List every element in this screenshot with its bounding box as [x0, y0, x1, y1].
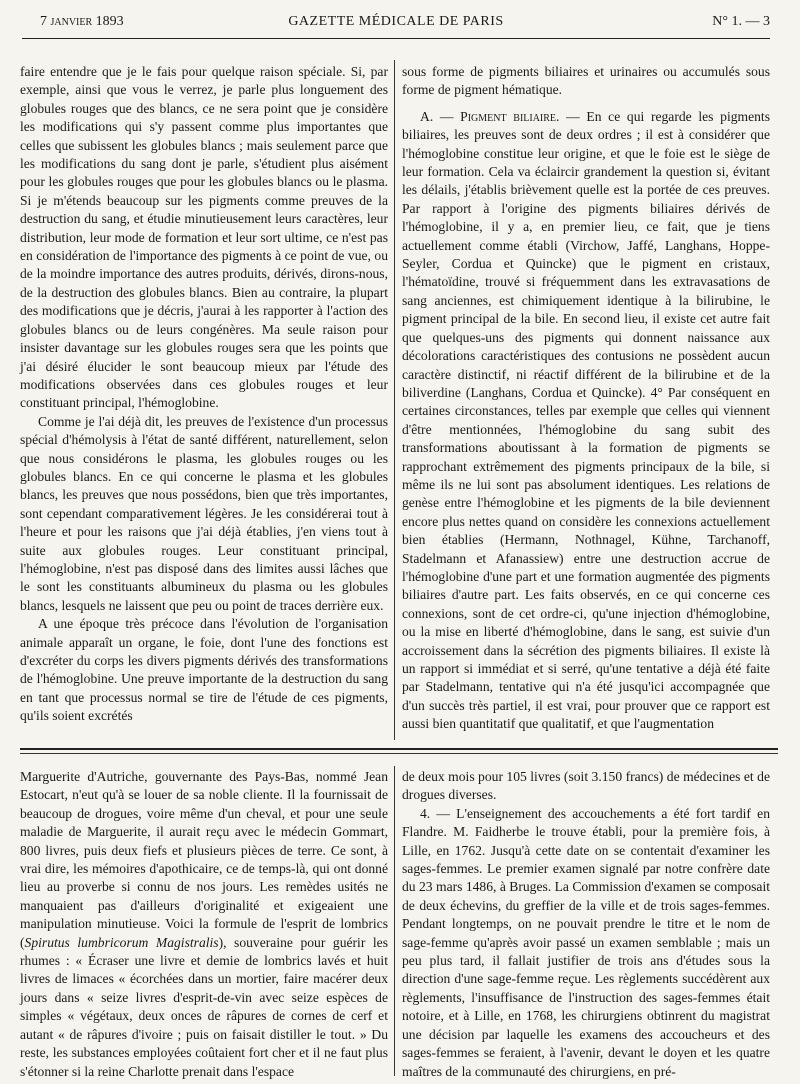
article-column-right: [402, 63, 770, 734]
paragraph: faire entendre que je le fais pour quelque raison spéciale. Si, par exemple, ainsi que vous le verrez, je parle plus longuement des globules rouges que des blancs, ce ne sera point que je considère les modifications qui s'y passent comme plus importantes que celles que subissent les globules blancs ; mais seulement parce que les modifications du sang dont je parle, s'étudient plus aisément pour les globules rouges que pour les globules blancs ou le plasma. Si je m'étends beaucoup sur les pigments comme preuves de la destruction du sang, et étudie minutieusement leurs caractères, leur distribution, leur mode de formation et leur sort ultime, ce n'est pas en considération de l'importance des pigments à ce point de vue, ou de la moindre importance des autres produits, dérivés, dirons-nous, de la destruction des globules blancs. Bien au contraire, la plupart des modifications que je décris, j'aurai à les rapporter à l'action des globules blancs ou de leurs congénères. Ma seule raison pour insister davantage sur les globules rouges sera que les points que j'ai désiré élucider le sont beaucoup mieux par l'étude des modifications observées dans ces globules rouges et leur constituant principal, l'hémoglobine.: [20, 64, 388, 411]
section-separator: [20, 748, 778, 750]
column-divider-bottom: [394, 766, 395, 1076]
issue-date: 7 janvier 1893: [40, 14, 124, 29]
paragraph: de deux mois pour 105 livres (soit 3.150 francs) de médecines et de drogues diverses.: [402, 769, 770, 803]
paragraph: sous forme de pigments biliaires et urinaires ou accumulés sous forme de pigment hématique.: [402, 64, 770, 98]
article-column-left: [20, 63, 388, 726]
column-divider-top: [394, 60, 395, 740]
paragraph: 4. — L'enseignement des accouchements a été fort tardif en Flandre. M. Faidherbe le trouve établi, pour la première fois, à Lille, en 1762. Jusqu'à cette date on se contentait d'examiner les sages-femmes. Le premier examen signalé par notre confrère date du 23 mars 1486, à Bruges. La Commission d'examen se composait de deux échevins, du greffier de la ville et de trois sages-femmes. Pendant longtemps, on ne pouvait prendre le titre et le nom de sage-femme qu'après avoir passé un examen semblable ; mais un peu plus tard, il fallait justifier de trois ans d'études sous la direction d'une sage-femme reçue. Les règlements succédèrent aux règlements, l'insuffisance de l'instruction des sages-femmes était notoire, et à Lille, en 1768, les chirurgiens obtinrent du magistrat une décision par laquelle les examens des accoucheurs et des sages-femmes se feraient, à l'avenir, devant le doyen et les quatre maîtres de la communauté des chirurgiens, en pré-: [402, 805, 770, 1079]
latin-term: Spirutus lumbricorum Magistralis: [24, 934, 219, 950]
paragraph: A une époque très précoce dans l'évolution de l'organisation animale apparaît un organe, le foie, dont l'une des fonctions est d'excréter du corps les divers pigments dérivés des transformations de l'hémoglobine. Une preuve importante de la destruction du sang en tant que processus normal se tire de l'étude de ces pigments, qu'ils soient excrétés: [20, 616, 388, 724]
page-number: N° 1. — 3: [712, 14, 770, 29]
paragraph: A. — Pigment biliaire. — En ce qui regarde les pigments biliaires, les preuves sont de deux ordres ; il est à considérer que l'hémoglobine constitue leur origine, et que le foie est le siège de leur formation. Cela va éclaircir grandement la question si, évitant les délails, j'établis brièvement quelle est la portée de ces preuves. Par rapport à l'origine des pigments biliaires dérivés de l'hémoglobine, il y a, en premier lieu, ce fait, que je tiens actuellement comme établi (Virchow, Jaffé, Langhans, Hoppe-Seyler, Cordua et Quincke) que le pigment en cristaux, l'hématoïdine, trouvé si fréquemment dans les extravasations de sang anciennes, est chimiquement identique à la bilirubine, le pigment principal de la bile. En second lieu, il existe cet autre fait que quelques-uns des pigments qui donnent naissance aux décolorations caractéristiques des contusions ne possèdent aucun caractère distinctif, ni réactif différent de la bilirubine et de la biliverdine (Langhans, Cordua et Quincke). 4° Par conséquent en certaines circonstances, telles par exemple que celles qui viennent d'être mentionnées, l'hémoglobine du sang subit des transformations aboutissant à la formation de pigments se rapprochant extrêmement des pigments principaux de la bile, si même ils ne lui sont pas absolument identiques. Les relations de genèse entre l'hémoglobine et les pigments de la bile deviennent encore plus nettes quand on considère les connexions actuellement bien établies (Hermann, Nothnagel, Kühne, Tarchanoff, Stadelmann et Afanassiew) entre une destruction accrue de l'hémoglobine d'une part et une formation augmentée des pigments biliaires d'autre part. Les faits observés, en ce qui concerne ces connexions, sont de cet ordre-ci, qu'une injection d'hémoglobine, ou la mise en liberté d'hémoglobine, dans le sang, est suivie d'un accroissement dans la sécrétion des pigments biliaires. Il existe là un rapport si immédiat et si serré, qu'une tentative a déjà été faite par Stadelmann, tentative qui n'a été jusqu'ici accompagnée que d'un succès très partiel, il est vrai, pour prouver que ce rapport est aussi bien quantitatif que qualitatif, et que l'augmentation: [402, 108, 770, 732]
feuilleton-column-right: [402, 768, 770, 1081]
journal-title: GAZETTE MÉDICALE DE PARIS: [288, 14, 504, 29]
section-separator-thin: [20, 753, 778, 754]
feuilleton-column-left: [20, 768, 388, 1081]
paragraph: Marguerite d'Autriche, gouvernante des Pays-Bas, nommé Jean Estocart, n'eut qu'à se louer de sa noble cliente. Il la fournissait de beaucoup de drogues, voire même d'un cheval, et pour une seule maladie de Marguerite, il aurait reçu avec le médecin Gommart, 800 livres, puis deux fiefs et plusieurs pièces de terre. Ce sont, à vrai dire, les mémoires d'apothicaire, ce de temps-là, qui ont donné lieu au proverbe si connu de nos jours. Les remèdes usités ne manquaient pas d'ailleurs d'originalité et exigeaient une manipulation minutieuse. Voici la formule de l'esprit de lombrics (Spirutus lumbricorum Magistralis), souveraine pour guérir les rhumes : « Écraser une livre et demie de lombrics lavés et huit livres de limaces « écorchées dans un mortier, faire macérer deux jours dans « seize livres d'esprit-de-vin avec seize espèces de simples « végétaux, deux onces de râpures de cornes de cerf et autant « de râpures d'ivoire ; puis on faisait distiller le tout. » Du reste, les substances employées coûtaient fort cher et il ne faut plus s'étonner si la reine Charlotte prenait dans l'espace: [20, 769, 388, 1079]
paragraph: Comme je l'ai déjà dit, les preuves de l'existence d'un processus spécial d'hémolysis à l'état de santé différent, naturellement, selon que nous considérons le plasma, les globules rouges ou les globules blancs. En ce qui concerne le plasma et les globules blancs, les preuves que nous possédons, bien que très importantes, sont cependant comparativement légères. Je les considérerai tout à l'heure et pour les raisons que j'ai déjà établies, j'en viens tout à suite aux globules rouges. Leur constituant principal, l'hémoglobine, n'est pas disposé dans des limites aussi lâches que le sont les constituants albumineux du plasma ou les globules blancs, lesquels ne laissent que peu ou point de traces derrière eux.: [20, 413, 388, 613]
section-heading: A. — Pigment biliaire.: [420, 108, 560, 124]
page-header: [22, 10, 770, 39]
